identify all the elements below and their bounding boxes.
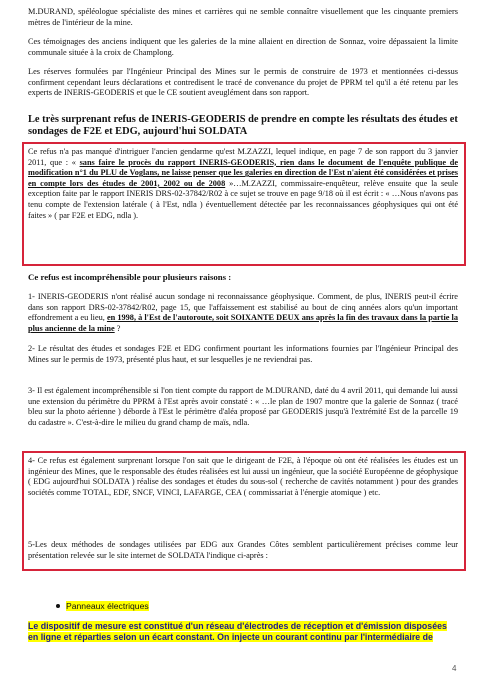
point-2: 2- Le résultat des études et sondages F2E et EDG confirment pourtant les informations fournies par l'Ingénieur Principal des Mines sur le permis de 1973, présenté plus haut, et sur lesquelles je ne reviendrai pas. xyxy=(28,344,458,364)
paragraph-reserves: Les réserves formulées par l'Ingénieur Principal des Mines sur le permis de construire de 1973 et mentionnées ci-dessus confirment cependant leurs déclarations et contredisent le tracé de convenance du projet de PPRM tel qu'il a été retenu par les experts de INERIS-GEODERIS et que le CE soutient aveuglément dans son rapport. xyxy=(28,67,458,98)
bullet-label: Panneaux électriques xyxy=(66,601,149,611)
bullet-icon xyxy=(56,604,60,608)
zazzi-quote: sans faire le procès du rapport INERIS-GEODERIS, rien dans le document de l'enquête publique de modification n°1 du PLU de Voglans, ne laisse penser que les galeries en direction de l'Est n'aient été considérées et prises en compte lors des études de 2001, 2002 ou de 2008 xyxy=(28,157,459,188)
point-1-emphasis: en 1998, à l'Est de l'autoroute, soit SOIXANTE DEUX ans après la fin des travaux dans la partie la plus ancienne de la mine xyxy=(28,313,458,333)
point-5: 5-Les deux méthodes de sondages utilisées par EDG aux Grandes Côtes semblent particulièrement précises comme leur présentation relevée sur le site internet de SOLDATA l'indique ci-après : xyxy=(28,540,458,560)
point-3: 3- Il est également incompréhensible si l'on tient compte du rapport de M.DURAND, daté du 4 avril 2011, qui demande lui aussi une extension du périmètre du PPRM à l'Est après avoir constaté : « …le plan de 1907 montre que la galerie de Sonnaz ( tracé bleu sur la photo aérienne ) déborde à l'Est le périmètre d'aléa proposé par GEODERIS jusqu'à l'extrémité Est de la parcelle 19 du cadastre ». C'est-à-dire le milieu du grand champ de maïs, ndla. xyxy=(28,386,458,427)
bullet-item xyxy=(56,600,149,612)
section-heading: Le très surprenant refus de INERIS-GEODERIS de prendre en compte les résultats des études et sondages de F2E et EDG, aujourd'hui SOLDATA xyxy=(28,114,458,138)
paragraph-zazzi xyxy=(28,147,458,221)
final-paragraph-text: Le dispositif de mesure est constitué d'un réseau d'électrodes de réception et d'émission disposées en ligne et réparties selon un écart constant. On injecte un courant continu par l'intermédiaire de xyxy=(28,621,447,643)
paragraph-durand: M.DURAND, spéléologue spécialiste des mines et carrières qui ne semble connaître visuellement que les cinquante premiers mètres de l'intérieur de la mine. xyxy=(28,7,458,27)
zazzi-intro: Ce refus n'a pas manqué d'intriguer l'ancien gendarme qu'est M.ZAZZI, lequel indique, en page 7 de son rapport du 3 janvier 2011, que : « xyxy=(28,147,458,167)
point-1 xyxy=(28,292,458,334)
point-4: 4- Ce refus est également surprenant lorsque l'on sait que le dirigeant de F2E, à l'époque où ont été réalisées les études est un ingénieur des Mines, que le responsable des études réalisées est lui aussi un ingénieur, que la société Européenne de géophysique ( EDG aujourd'hui SOLDATA ) réalise des sondages et études du sous-sol ( recherche de cavités notamment ) pour des grandes sociétés comme TOTAL, EDF, SNCF, VINCI, LAFARGE, CEA ( commissariat à l'énergie atomique ) etc. xyxy=(28,456,458,497)
point-1-text: 1- INERIS-GEODERIS n'ont réalisé aucun sondage ni reconnaissance géophysique. Comment, de plus, INERIS peut-il écrire dans son rapport DRS-02-37842/R02, page 15, que l'affaissement est stabilisé au bout de cinq années alors qu'un important effondrement a eu lieu, xyxy=(28,292,458,323)
point-1-end: ? xyxy=(114,323,121,333)
paragraph-temoignages: Ces témoignages des anciens indiquent que les galeries de la mine allaient en direction de Sonnaz, voire dépassaient la limite communale située à la croix de Champlong. xyxy=(28,37,458,57)
final-paragraph xyxy=(28,621,458,644)
page-number: 4 xyxy=(452,664,457,673)
reasons-subheading: Ce refus est incompréhensible pour plusieurs raisons : xyxy=(28,272,232,282)
zazzi-rest: »…M.ZAZZI, commissaire-enquêteur, relève ensuite que la seule exception faite par le rapport INERIS DRS-02-37842/R02 à ce sujet se trouve en page 9/18 où il est écrit : « …Nous n'avons pas tenu compte de l'extension latérale ( à l'Est, ndla ) éventuellement détectée par les reconnaissances géophysiques qui ont été faites » ( par F2E et EDG, ndla ). xyxy=(28,178,458,220)
